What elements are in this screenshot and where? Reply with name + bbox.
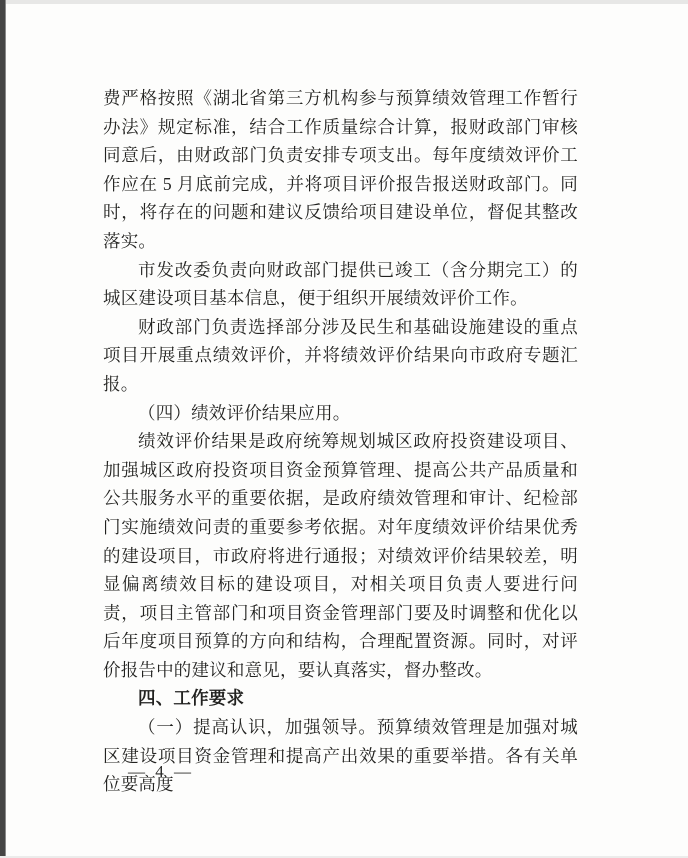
paragraph-lead-in: （一）提高认识，加强领导。 xyxy=(138,717,377,738)
document-body xyxy=(103,84,578,799)
scan-edge-left xyxy=(0,0,6,858)
body-paragraph-caizheng-duty: 财政部门负责选择部分涉及民生和基础设施建设的重点项目开展重点绩效评价，并将绩效评价结果向市政府专题汇报。 xyxy=(103,316,578,394)
scan-edge-top xyxy=(0,0,688,4)
subheading-result-application: （四）绩效评价结果应用。 xyxy=(138,402,351,423)
section-heading-work-requirements: 四、工作要求 xyxy=(138,688,245,709)
body-paragraph-result-usage: 绩效评价结果是政府统筹规划城区政府投资建设项目、加强城区政府投资项目资金预算管理、提高公共产品质量和公共服务水平的重要依据，是政府绩效管理和审计、纪检部门实施绩效问责的重要参考依据。对年度绩效评价结果优秀的建设项目，市政府将进行通报；对绩效评价结果较差，明显偏离绩效目标的建设项目，对相关项目负责人要进行问责，项目主管部门和项目资金管理部门要及时调整和优化以后年度项目预算的方向和结构，合理配置资源。同时，对评价报告中的建议和意见，要认真落实，督办整改。 xyxy=(103,431,578,680)
body-paragraph-fagaiwei-duty: 市发改委负责向财政部门提供已竣工（含分期完工）的城区建设项目基本信息，便于组织开展绩效评价工作。 xyxy=(103,259,578,309)
page-number: — 4 — xyxy=(128,762,194,781)
body-paragraph-continuation: 费严格按照《湖北省第三方机构参与预算绩效管理工作暂行办法》规定标准，结合工作质量综合计算，报财政部门审核同意后，由财政部门负责安排专项支出。每年度绩效评价工作应在 5 月底前完成，并将项目评价报告报送财政部门。同时，将存在的问题和建议反馈给项目建设单位，督促其整改落实。 xyxy=(103,88,578,251)
body-paragraph-raise-awareness xyxy=(103,713,578,799)
paragraph-rest: 预算绩效管理是加强对城区建设项目资金管理和提高产出效果的重要举措。各有关单位要高度 xyxy=(103,717,578,795)
